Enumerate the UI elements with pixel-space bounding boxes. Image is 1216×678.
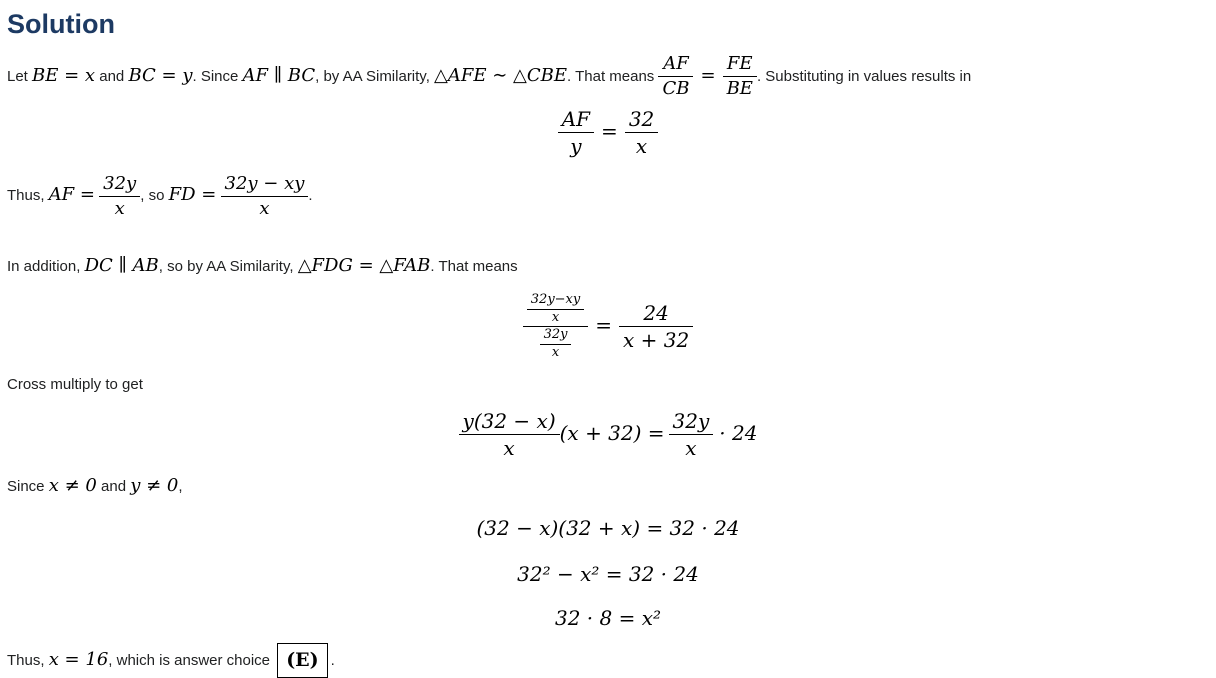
equation-cross-multiplied: [0, 409, 1216, 460]
fraction: [558, 107, 594, 158]
text-run: and: [95, 68, 129, 86]
fraction-denominator: x: [114, 197, 125, 219]
fraction-numerator: 32y − xy: [221, 173, 309, 197]
fraction-denominator: x: [503, 436, 515, 461]
outer-fraction: [523, 293, 588, 362]
equation-squares-expanded: [0, 562, 1216, 586]
text-run: Thus,: [7, 651, 49, 669]
text-run: . Since: [192, 68, 243, 86]
inline-math: x ≠ 0: [48, 475, 97, 497]
text-run: Cross multiply to get: [7, 376, 143, 394]
equation-x-squared: [0, 606, 1216, 630]
fraction: [99, 173, 140, 219]
equation-difference-of-squares: [0, 516, 1216, 540]
text-run: . That means: [567, 68, 659, 86]
math-run: (x + 32) =: [559, 421, 665, 446]
paragraph-answer: [7, 643, 1210, 678]
inline-math: BE = x: [32, 65, 96, 87]
paragraph-in-addition: [7, 253, 1210, 278]
fraction: [459, 409, 560, 460]
fraction: [625, 107, 658, 158]
text-run: , by AA Similarity,: [315, 68, 435, 86]
inline-math: △FDG = △FAB: [297, 255, 431, 277]
answer-choice-box: (E): [277, 643, 327, 678]
inline-math: DC ∥ AB: [84, 255, 159, 277]
fraction-denominator: y: [570, 134, 582, 159]
math-run: 32² − x² = 32 · 24: [517, 561, 699, 586]
math-run: · 24: [719, 421, 758, 446]
fraction-denominator: CB: [662, 77, 690, 99]
inline-math: AF ∥ BC: [242, 65, 316, 87]
fraction: [723, 53, 757, 99]
text-run: , which is answer choice: [108, 651, 275, 669]
equation-af-over-y: [0, 107, 1216, 158]
text-run: Let: [7, 68, 33, 86]
fraction-numerator: FE: [723, 53, 757, 77]
fraction-denominator: x: [551, 309, 560, 325]
fraction: [540, 328, 572, 361]
inline-math: AF =: [48, 184, 95, 206]
inline-math: △AFE ∼ △CBE: [434, 65, 568, 87]
text-run: .: [330, 651, 335, 669]
text-run: ,: [178, 478, 183, 496]
fraction: [527, 293, 584, 326]
equals-sign: =: [601, 119, 618, 144]
outer-fraction-numerator: [523, 293, 588, 328]
paragraph-since-nonzero: [7, 473, 1210, 498]
fraction-denominator: x + 32: [623, 328, 690, 353]
text-run: Thus,: [7, 187, 49, 205]
fraction: [619, 301, 693, 352]
inline-math: FD =: [168, 184, 217, 206]
fraction-denominator: BE: [726, 77, 753, 99]
fraction-numerator: 32y: [99, 173, 140, 197]
fraction-denominator: x: [685, 436, 697, 461]
paragraph-thus-af: [7, 173, 1210, 219]
fraction-numerator: 24: [619, 301, 693, 327]
text-run: .: [308, 187, 313, 205]
paragraph-setup: [7, 53, 1210, 99]
page-title: Solution: [7, 9, 115, 39]
fraction: [221, 173, 309, 219]
text-run: , so by AA Similarity,: [158, 258, 298, 276]
inline-math-ratio: [658, 53, 756, 99]
fraction-denominator: x: [259, 197, 270, 219]
fraction-numerator: 32y−xy: [527, 293, 584, 310]
inline-math: BC = y: [128, 65, 193, 87]
solution-page: [0, 9, 1216, 678]
fraction: [669, 409, 714, 460]
equals-sign: =: [700, 65, 716, 87]
fraction-denominator: x: [635, 134, 648, 159]
equation-complex-ratio: [0, 293, 1216, 362]
fraction-denominator: x: [551, 345, 560, 361]
text-run: and: [96, 478, 131, 496]
fraction-numerator: 32: [625, 107, 658, 133]
fraction-numerator: AF: [558, 107, 594, 133]
text-run: . Substituting in values results in: [756, 68, 972, 86]
text-run: Since: [7, 478, 49, 496]
equals-sign: =: [595, 313, 613, 338]
fraction-numerator: 32y: [540, 328, 572, 345]
paragraph-cross-multiply: [7, 374, 1210, 395]
inline-math: y ≠ 0: [130, 475, 179, 497]
math-run: 32 · 8 = x²: [554, 605, 661, 630]
text-run: . That means: [430, 258, 518, 276]
fraction-numerator: y(32 − x): [459, 409, 560, 435]
math-run: (32 − x)(32 + x) = 32 · 24: [476, 515, 740, 540]
fraction-numerator: AF: [658, 53, 693, 77]
fraction-numerator: 32y: [669, 409, 714, 435]
fraction: [658, 53, 693, 99]
text-run: , so: [140, 187, 169, 205]
outer-fraction-denominator: [523, 327, 588, 361]
inline-math: x = 16: [48, 648, 109, 670]
text-run: In addition,: [7, 258, 85, 276]
